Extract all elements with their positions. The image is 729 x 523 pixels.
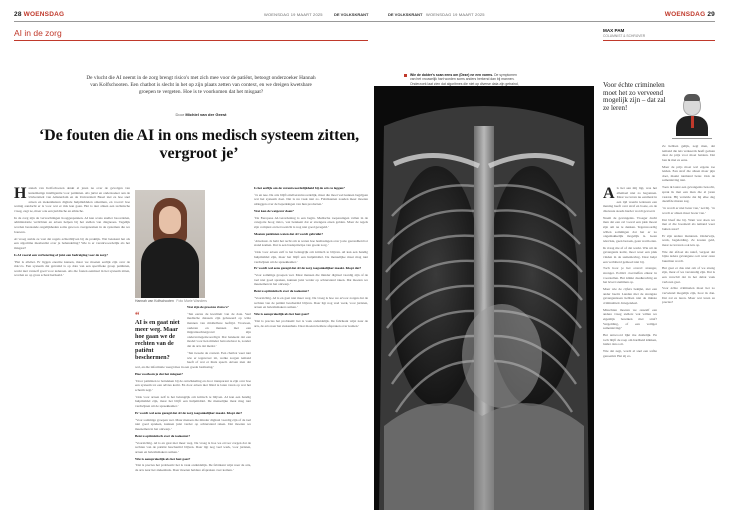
column-drop-cap: A	[603, 186, 615, 202]
article-paragraph: Er wordt wel eens gezegd dat AI de zorg toegankelijker maakt. Klopt dat?	[254, 266, 362, 271]
article-byline: Door Michiel van der Geest	[175, 112, 227, 117]
article-paragraph: Dat bleef me bij. Want wat doen we met al die boosheid als iemand weer buiten staat?	[662, 217, 715, 231]
article-paragraph: ‘Je wordt er niet beter van,’ zei hij. ‘Je wordt er alleen maar bozer van.’	[662, 206, 715, 215]
article-paragraph: ‘Voorzichtig. AI is en gaat niet meer weg. De vraag is hoe we ervoor zorgen dat de rechten van de patiënt beschermd blijven. Daar ligt nog veel werk, voor juristen, artsen en beleidsmakers samen.’	[254, 296, 368, 310]
column-text-left	[603, 186, 657, 510]
article-paragraph: ‘Door patiënten te betrekken bij de ontwikkeling en door transparant te zijn over hoe een systeem tot een advies komt. En door artsen niet blind te laten varen op wat het scherm zegt.’	[135, 378, 251, 392]
columnist-role: COLUMNIST & SCHRIJVER	[603, 34, 646, 38]
article-paragraph: ls het aan mij ligt, was het allemaal niet zo begonnen. Maar we leven nu eenmaal in een tijd waarin iedereen een mening heeft over straf en boete, en de discussie steeds harder wordt gevoerd.	[603, 186, 657, 213]
article-paragraph: Maar de prijs moet wel ergens toe leiden. Een straf die alleen maar pijn doet, maakt niemand beter. Ook de samenleving niet.	[662, 164, 715, 183]
article-paragraph: Maar wie de cijfers bekijkt, ziet een ander beeld. Landen met de strengste gevangenissen hebben niet de minste criminaliteit. Integendeel.	[603, 287, 657, 305]
article-paragraph: Al vroeg stelde ze vast dat regels achterblijven bij de praktijk. Wat betekent het als een algoritme meebeslist over je behandeling? Wie is er verantwoordelijk als het misgaat?	[14, 236, 130, 250]
photo-caption: Hannah van Kolfschooten Foto Marie Wanders	[135, 299, 207, 303]
right-paper-name: DE VOLKSKRANT	[388, 12, 423, 17]
article-paragraph: Er zijn andere manieren. Onderwijs, werk, begeleiding. Ze kosten geld, maar ze leveren ook iets op.	[662, 233, 715, 247]
article-paragraph: Toen ik laatst een gevangenis bezocht, sprak ik met een man die al jaren vastzat. Hij vertelde dat hij elke dag dezelfde muren zag.	[662, 185, 715, 204]
article-paragraph: Wat zijn de grootste risico's?	[187, 305, 229, 309]
column-header	[603, 28, 645, 38]
article-intro: De vlucht die AI neemt in de zorg brengt risico's met zich mee voor de patiënt, betoogt onderzoeker Hannah van Kolfschooten. Een chatbot is slecht in het op zijn plaats zetten van context, en we dreigen kwetsbare groepen te vergeten. Hoe is te voorkomen dat het misgaat?	[86, 75, 316, 95]
column-title: Voor échte criminelen moet het zo verveend mogelijk zijn – dat zal ze leren!	[603, 81, 666, 112]
left-date: WOENSDAG 19 MAART 2025	[264, 12, 323, 17]
pull-quote: “ AI is en gaat niet meer weg. Maar hoe gaan we de rechten van de patiënt beschermen?	[135, 311, 183, 361]
article-paragraph: Neem de gevangenis. Vroeger dacht men dat een cel vooral een plek moest zijn om na te denken. Tegenwoordig willen sommigen dat het er zo ongemakkelijk mogelijk is. Geen televisie, geen bezoek, geen warm eten.	[603, 215, 657, 243]
article-paragraph: Er wordt wel eens gezegd dat AI de zorg toegankelijker maakt. Klopt dat?	[135, 410, 243, 415]
interviewee-photo	[135, 190, 205, 298]
article-paragraph: ‘Ook voor artsen zelf is het belangrijk om kritisch te blijven. AI kan een handig hulpmiddel zijn, maar het blijft een hulpmiddel. De menselijke maat mag niet verdwijnen uit de spreekkamer.’	[254, 250, 368, 264]
article-paragraph: Moeten patiënten weten dat AI wordt gebruikt?	[254, 231, 324, 236]
article-paragraph: Het gaat er dus niet om of we streng zijn, maar of we verstandig zijn. Dat is een verschil dat in het debat vaak verloren gaat.	[662, 265, 715, 284]
article-paragraph: Ze hebben gelijk, zegt men, dat iemand die iets verkeerds heeft gedaan daar de prijs voor moet betalen. Dat ben ik met ze eens.	[662, 144, 715, 162]
article-column-3	[254, 186, 368, 510]
article-column-2	[135, 305, 251, 510]
article-paragraph: ‘Voor sommige groepen wel. Maar mensen die minder digitaal vaardig zijn of de taal niet goed spreken, kunnen juist verder op achterstand raken. Dat moeten we meenemen in het ontwerp.’	[254, 273, 368, 287]
article-paragraph: annah van Kolfschooten denkt al jaren na over de gevolgen van kunstmatige intelligentie voor patiënten. Als jurist en onderzoeker aan de Universiteit van Amsterdam en de Universiteit Basel ziet ze hoe snel artsen en ziekenhuizen digitale hulpmiddelen omarmen, en vooral: hoe weinig aandacht er is voor wat er mis kan gaan. Het is niet alleen een technische vraag, zegt ze, maar ook een juridische en ethische.	[14, 186, 130, 213]
article-paragraph: Wie is aansprakelijk als het fout gaat?	[135, 456, 191, 461]
header-rule	[14, 21, 715, 22]
article-paragraph: Toch hoor je het overal: strenger, strenger. Politici overtreffen elkaar in voorstellen. Het klinkt daadkrachtig en het levert stemmen op.	[603, 266, 657, 285]
article-paragraph: Misschien moeten we onszelf een andere vraag stellen: wat willen we eigenlijk bereiken met straf? Vergelding, of een veiliger samenleving?	[603, 307, 657, 331]
photo-credit: Foto Marie Wanders	[176, 299, 207, 303]
article-paragraph: ‘Dat is precies het probleem: het is vaak onduidelijk. De fabrikant wijst naar de arts, de arts naar het ziekenhuis. Daar moeten heldere afspraken over komen.’	[254, 319, 368, 328]
article-paragraph: Is het eerlijk om de verantwoordelijkheid bij de arts te leggen?	[254, 186, 345, 190]
left-paper-name: DE VOLKSKRANT	[334, 12, 369, 17]
article-paragraph: ‘Absoluut. Je hebt het recht om te weten hoe beslissingen over jouw gezondheid tot stand komen. Dat is een basisprincipe van goede zorg.’	[254, 238, 368, 248]
columnist-name: MAX PAM	[603, 28, 625, 33]
article-paragraph: ‘Voorzichtig. AI is en gaat niet meer weg. De vraag is hoe we ervoor zorgen dat de rechten van de patiënt beschermd blijven. Daar ligt nog veel werk, voor juristen, artsen en beleidsmakers samen.’	[135, 440, 251, 454]
article-paragraph: Wat kan de wetgever doen?	[254, 208, 294, 213]
article-paragraph: Ik vraag me af of dat werkt. Wie uit de gevangenis komt, moet weer een plek vinden in de samenleving. Daar helpt een verbitterd gemoed niet bij.	[603, 245, 657, 264]
article-paragraph: Voor échte criminelen moet het zo vervelend mogelijk zijn, hoor ik dan. Dat zal ze leren. Maar wat leren ze precies?	[662, 286, 715, 305]
columnist-portrait	[672, 92, 712, 136]
quote-mark-icon: “	[135, 310, 140, 320]
right-date: WOENSDAG 19 MAART 2025	[426, 12, 485, 17]
section-rule	[14, 40, 368, 41]
article-paragraph: Is AI vooral een verbetering of juist een bedreiging voor de zorg?	[14, 252, 108, 257]
article-paragraph: ‘De Europese AI-verordening is een begin. Medische toepassingen vallen in de categorie hoog risico, wat betekent dat er strengere eisen gelden. Maar de regels zijn complex en het toezicht is nog niet goed geregeld.’	[254, 215, 368, 230]
chest-xray-image	[374, 86, 594, 510]
article-paragraph: ‘Ten tweede de context. Een chatbot weet niet wie er tegenover zit, welke zorgen iemand heeft of wat er thuis speelt. Artsen zien dat wel, en die informatie weegt mee in een goede beslissing.’	[135, 350, 251, 369]
right-page-number: WOENSDAG 29	[664, 11, 715, 18]
column-rule	[603, 40, 715, 41]
article-column-1	[14, 186, 130, 510]
article-paragraph: ‘Voor sommige groepen wel. Maar mensen die minder digitaal vaardig zijn of de taal niet goed spreken, kunnen juist verder op achterstand raken. Dat moeten we meenemen in het ontwerp.’	[135, 417, 251, 431]
article-headline: ‘De fouten die AI in ons medisch systeem zitten, vergroot je’	[38, 127, 360, 162]
drop-cap: H	[14, 186, 27, 202]
portrait-rule	[672, 138, 712, 139]
article-paragraph: ‘Dat is precies het probleem: het is vaak onduidelijk. De fabrikant wijst naar de arts, de arts naar het ziekenhuis. Daar moeten heldere afspraken over komen.’	[135, 463, 251, 473]
xray-caption: Wie de dokter's scan eens om (Deze) ne een vorms. De symptomen van het vrouwelijk hart worden soms anders herkend dan bij mannen. Onderzoek laat zien dat algoritmes die niet op diverse data zijn getraind,	[410, 73, 520, 91]
article-paragraph: Het antwoord lijkt me duidelijk. En toch blijft de roep om hardheid klinken, luider dan ooit.	[603, 333, 657, 347]
section-title: AI in de zorg	[14, 28, 62, 38]
article-paragraph: In de zorg zijn de verwachtingen hooggespannen. AI kan scans sneller beoordelen, administratie verlichten en artsen helpen bij het stellen van diagnoses. Tegelijk worden bestaande ongelijkheden soms gewoon overgenomen in de systemen die we bouwen.	[14, 215, 130, 234]
left-page-number: 28 WOENSDAG	[14, 11, 65, 18]
column-text-right	[662, 144, 715, 510]
article-paragraph: Wie dat zegt, wordt al snel een softie genoemd. Het zij zo.	[603, 349, 657, 358]
article-paragraph: ‘Ja en nee. De arts blijft eindverantwoordelijk, maar die moet wel kunnen begrijpen wat het systeem doet. Dat is nu vaak niet zo. Fabrikanten zouden meer moeten uitleggen over de beperkingen van hun producten.’	[254, 192, 368, 207]
article-paragraph: Wie is aansprakelijk als het fout gaat?	[254, 312, 310, 317]
article-paragraph: ‘Ten eerste de kwaliteit van de data. Veel medische datasets zijn gebaseerd op witte mannen van middelbare leeftijd. Vrouwen, ouderen en mensen met een migratieachtergrond zijn ondervertegenwoordigd. Dat betekent dat een model voor hen minder betrouwbaar is, zonder dat de arts dat merkt.’	[187, 311, 251, 349]
article-paragraph: ‘Het is allebei. Er liggen enorme kansen, maar we moeten eerlijk zijn over de risico's. Een systeem dat getraind is op data van een specifieke groep patiënten, werkt niet vanzelf goed voor iedereen. Als die fouten eenmaal in het systeem zitten, worden ze op grote schaal herhaald.’	[14, 259, 130, 278]
article-paragraph: Hoe voorkom je dat het misgaat?	[135, 371, 183, 376]
article-paragraph: Wie dat afdoet als naïef, vergeet dat bijna iedere gevangene ooit weer onze buurman wordt.	[662, 249, 715, 263]
article-paragraph: Bent u optimistisch over de toekomst?	[254, 289, 310, 294]
article-paragraph: Bent u optimistisch over de toekomst?	[135, 433, 191, 438]
article-paragraph: ‘Ook voor artsen zelf is het belangrijk om kritisch te blijven. AI kan een handig hulpmiddel zijn, maar het blijft een hulpmiddel. De menselijke maat mag niet verdwijnen uit de spreekkamer.’	[135, 394, 251, 408]
page-header	[14, 11, 715, 21]
